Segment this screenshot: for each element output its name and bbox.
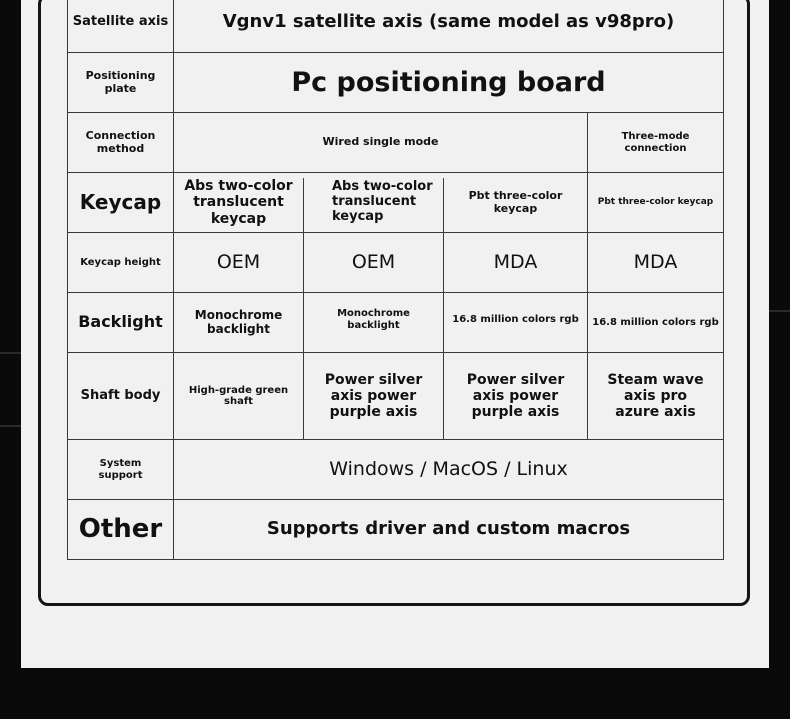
keycap-height-value-2: OEM [351,250,396,273]
keycap-value-3: Pbt three-color keycap [468,188,563,215]
shaft-body-value-1: High-grade green shaft [188,384,289,407]
keycap-value-4: Pbt three-color keycap [597,197,714,208]
row-label-other: Other [78,513,163,544]
row-label-satellite-axis: Satellite axis [72,13,169,29]
row-label-keycap: Keycap [79,190,162,214]
row-label-backlight: Backlight [78,312,163,332]
shaft-body-value-3: Power silver axis power purple axis [466,371,565,421]
backlight-value-3: 16.8 million colors rgb [452,313,579,325]
system-support-value: Windows / MacOS / Linux [329,457,568,480]
background-stripe [769,310,790,312]
row-label-system-support: System support [98,458,143,481]
row-label-keycap-height: Keycap height [80,256,161,268]
keycap-height-value-3: MDA [493,250,538,273]
positioning-plate-value: Pc positioning board [291,66,606,98]
backlight-value-1: Monochrome backlight [194,307,283,336]
keycap-value-1: Abs two-color translucent keycap [184,178,293,227]
shaft-body-value-4: Steam wave axis pro azure axis [607,371,704,421]
background-stripe [0,425,21,427]
backlight-value-2: Monochrome backlight [337,308,410,331]
backlight-value-4: 16.8 million colors rgb [592,316,719,328]
keycap-height-value-1: OEM [216,250,261,273]
background-stripe [0,352,21,354]
other-value: Supports driver and custom macros [266,518,631,540]
connection-wired-value: Wired single mode [322,135,439,149]
row-label-positioning-plate: Positioning plate [85,68,156,95]
connection-three-mode-value: Three-mode connection [621,131,690,154]
row-label-connection-method: Connection method [85,128,156,155]
keycap-height-value-4: MDA [633,250,678,273]
row-label-shaft-body: Shaft body [80,387,161,403]
shaft-body-value-2: Power silver axis power purple axis [324,371,423,421]
satellite-axis-value: Vgnv1 satellite axis (same model as v98pro) [222,10,675,32]
keycap-value-2: Abs two-color translucent keycap [332,179,433,224]
